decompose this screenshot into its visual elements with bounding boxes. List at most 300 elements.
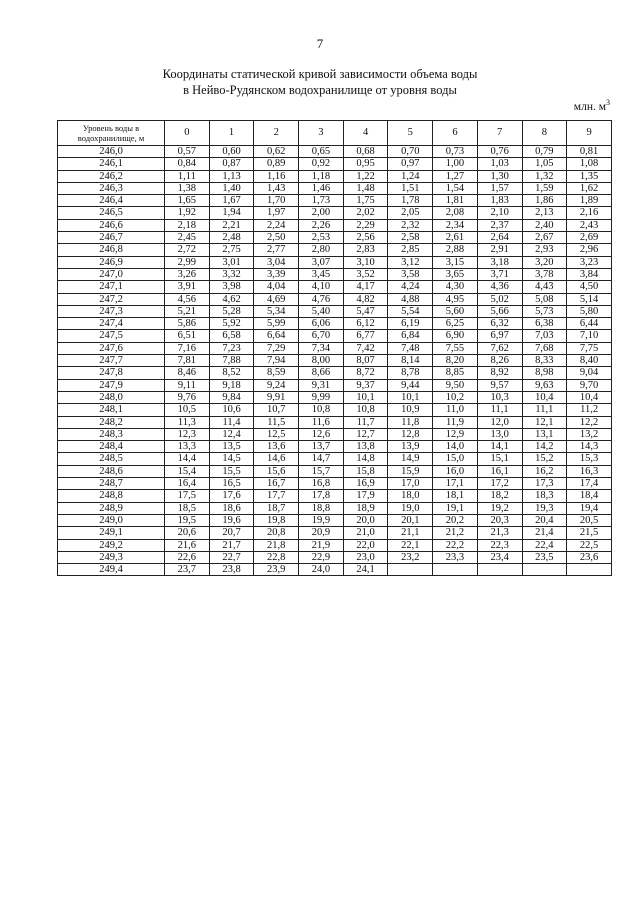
volume-cell: 5,99 (254, 318, 299, 330)
volume-cell: 6,06 (299, 318, 344, 330)
volume-cell: 6,44 (567, 318, 612, 330)
volume-cell (522, 564, 567, 576)
volume-cell: 0,89 (254, 158, 299, 170)
table-row (58, 514, 612, 526)
volume-cell: 1,73 (299, 195, 344, 207)
volume-cell: 8,59 (254, 367, 299, 379)
volume-cell: 4,76 (299, 293, 344, 305)
volume-cell: 10,8 (343, 404, 388, 416)
volume-cell: 9,84 (209, 391, 254, 403)
level-cell: 247,3 (58, 305, 165, 317)
volume-cell: 16,8 (299, 478, 344, 490)
units-text: млн. м (573, 100, 606, 113)
volume-cell: 9,04 (567, 367, 612, 379)
volume-cell: 19,0 (388, 502, 433, 514)
volume-cell: 10,4 (567, 391, 612, 403)
volume-cell: 6,38 (522, 318, 567, 330)
volume-cell: 2,75 (209, 244, 254, 256)
volume-cell: 19,9 (299, 514, 344, 526)
volume-cell: 5,40 (299, 305, 344, 317)
volume-cell: 0,65 (299, 146, 344, 158)
volume-cell: 6,51 (165, 330, 210, 342)
volume-cell: 5,66 (477, 305, 522, 317)
volume-cell: 3,52 (343, 268, 388, 280)
table-row (58, 490, 612, 502)
volume-cell: 8,78 (388, 367, 433, 379)
volume-cell: 21,7 (209, 539, 254, 551)
volume-cell: 17,5 (165, 490, 210, 502)
volume-cell: 1,70 (254, 195, 299, 207)
column-header-0: 0 (165, 121, 210, 146)
level-cell: 248,6 (58, 465, 165, 477)
volume-cell: 19,2 (477, 502, 522, 514)
volume-cell: 0,62 (254, 146, 299, 158)
volume-cell: 15,5 (209, 465, 254, 477)
level-cell: 246,3 (58, 182, 165, 194)
volume-cell: 12,3 (165, 428, 210, 440)
volume-cell: 1,97 (254, 207, 299, 219)
volume-cell: 0,92 (299, 158, 344, 170)
units-exponent: 3 (606, 98, 610, 107)
volume-cell: 13,9 (388, 441, 433, 453)
volume-cell: 22,9 (299, 551, 344, 563)
volume-cell: 2,43 (567, 219, 612, 231)
volume-cell: 0,87 (209, 158, 254, 170)
volume-cell: 0,97 (388, 158, 433, 170)
volume-cell: 4,10 (299, 281, 344, 293)
table-row (58, 391, 612, 403)
volume-cell: 0,84 (165, 158, 210, 170)
table-row (58, 355, 612, 367)
volume-cell: 7,23 (209, 342, 254, 354)
volume-cell: 0,79 (522, 146, 567, 158)
volume-cell: 9,44 (388, 379, 433, 391)
volume-cell: 14,0 (433, 441, 478, 453)
volume-cell: 20,9 (299, 527, 344, 539)
volume-cell: 4,30 (433, 281, 478, 293)
volume-cell: 2,77 (254, 244, 299, 256)
volume-cell: 22,4 (522, 539, 567, 551)
volume-cell: 22,3 (477, 539, 522, 551)
volume-cell: 0,81 (567, 146, 612, 158)
column-header-5: 5 (388, 121, 433, 146)
volume-cell: 12,1 (522, 416, 567, 428)
volume-cell: 0,70 (388, 146, 433, 158)
table-row (58, 281, 612, 293)
volume-cell: 5,80 (567, 305, 612, 317)
volume-cell: 2,69 (567, 232, 612, 244)
volume-cell: 9,18 (209, 379, 254, 391)
volume-cell: 0,60 (209, 146, 254, 158)
volume-cell: 11,1 (522, 404, 567, 416)
volume-cell (433, 564, 478, 576)
volume-cell: 1,78 (388, 195, 433, 207)
volume-cell: 2,72 (165, 244, 210, 256)
volume-cell: 11,6 (299, 416, 344, 428)
table-row (58, 268, 612, 280)
volume-cell: 21,6 (165, 539, 210, 551)
volume-cell: 20,8 (254, 527, 299, 539)
volume-cell: 1,86 (522, 195, 567, 207)
level-cell: 246,8 (58, 244, 165, 256)
title-line-1: Координаты статической кривой зависимости объема воды (162, 67, 478, 81)
volume-cell: 13,8 (343, 441, 388, 453)
table-row (58, 293, 612, 305)
volume-cell: 10,1 (388, 391, 433, 403)
level-cell: 247,6 (58, 342, 165, 354)
volume-cell: 5,02 (477, 293, 522, 305)
level-column-header: Уровень воды в водохранилище, м (58, 121, 165, 146)
volume-cell: 22,2 (433, 539, 478, 551)
volume-cell: 15,8 (343, 465, 388, 477)
volume-cell: 20,0 (343, 514, 388, 526)
level-cell: 248,8 (58, 490, 165, 502)
volume-cell: 2,56 (343, 232, 388, 244)
volume-cell: 19,1 (433, 502, 478, 514)
volume-cell: 12,2 (567, 416, 612, 428)
table-row (58, 564, 612, 576)
volume-cell (477, 564, 522, 576)
volume-cell: 12,6 (299, 428, 344, 440)
volume-cell: 14,2 (522, 441, 567, 453)
volume-cell: 5,54 (388, 305, 433, 317)
volume-cell: 3,01 (209, 256, 254, 268)
volume-cell: 11,7 (343, 416, 388, 428)
volume-cell: 13,6 (254, 441, 299, 453)
volume-cell: 20,4 (522, 514, 567, 526)
level-cell: 246,2 (58, 170, 165, 182)
column-header-7: 7 (477, 121, 522, 146)
volume-cell: 5,47 (343, 305, 388, 317)
volume-cell: 6,64 (254, 330, 299, 342)
table-row (58, 539, 612, 551)
volume-cell: 8,52 (209, 367, 254, 379)
level-cell: 249,0 (58, 514, 165, 526)
volume-cell: 18,8 (299, 502, 344, 514)
level-cell: 248,4 (58, 441, 165, 453)
table-row (58, 478, 612, 490)
volume-cell: 2,99 (165, 256, 210, 268)
volume-cell: 21,4 (522, 527, 567, 539)
volume-cell: 10,1 (343, 391, 388, 403)
volume-cell: 1,75 (343, 195, 388, 207)
volume-cell: 1,94 (209, 207, 254, 219)
volume-cell: 21,2 (433, 527, 478, 539)
volume-cell: 8,33 (522, 355, 567, 367)
volume-cell: 5,21 (165, 305, 210, 317)
volume-cell: 3,04 (254, 256, 299, 268)
volume-cell: 1,24 (388, 170, 433, 182)
volume-cell: 20,7 (209, 527, 254, 539)
volume-cell: 21,1 (388, 527, 433, 539)
volume-cell: 13,0 (477, 428, 522, 440)
volume-cell: 18,3 (522, 490, 567, 502)
volume-cell: 7,42 (343, 342, 388, 354)
level-cell: 247,7 (58, 355, 165, 367)
volume-cell: 1,57 (477, 182, 522, 194)
volume-cell: 1,40 (209, 182, 254, 194)
volume-cell: 10,2 (433, 391, 478, 403)
volume-cell: 14,6 (254, 453, 299, 465)
volume-cell: 17,3 (522, 478, 567, 490)
level-cell: 247,1 (58, 281, 165, 293)
volume-cell: 3,71 (477, 268, 522, 280)
volume-cell: 21,3 (477, 527, 522, 539)
table-row (58, 551, 612, 563)
volume-cell: 10,6 (209, 404, 254, 416)
volume-cell: 9,31 (299, 379, 344, 391)
volume-cell: 10,8 (299, 404, 344, 416)
volume-cell: 2,10 (477, 207, 522, 219)
volume-cell: 14,9 (388, 453, 433, 465)
volume-cell: 15,6 (254, 465, 299, 477)
volume-cell: 16,1 (477, 465, 522, 477)
volume-cell: 20,1 (388, 514, 433, 526)
volume-cell: 9,57 (477, 379, 522, 391)
volume-cell: 2,58 (388, 232, 433, 244)
volume-cell: 8,20 (433, 355, 478, 367)
volume-cell: 3,98 (209, 281, 254, 293)
volume-cell: 5,73 (522, 305, 567, 317)
volume-cell: 8,46 (165, 367, 210, 379)
volume-cell: 3,65 (433, 268, 478, 280)
column-header-4: 4 (343, 121, 388, 146)
volume-cell: 4,04 (254, 281, 299, 293)
volume-cell: 0,76 (477, 146, 522, 158)
volume-cell: 6,90 (433, 330, 478, 342)
volume-cell: 11,2 (567, 404, 612, 416)
volume-cell: 16,0 (433, 465, 478, 477)
volume-cell: 9,50 (433, 379, 478, 391)
volume-cell: 23,0 (343, 551, 388, 563)
volume-cell: 6,70 (299, 330, 344, 342)
level-cell: 246,5 (58, 207, 165, 219)
volume-cell: 23,9 (254, 564, 299, 576)
volume-cell: 6,97 (477, 330, 522, 342)
volume-cell: 7,29 (254, 342, 299, 354)
volume-cell: 2,85 (388, 244, 433, 256)
volume-cell: 10,4 (522, 391, 567, 403)
volume-cell: 19,6 (209, 514, 254, 526)
volume-cell: 2,16 (567, 207, 612, 219)
volume-cell: 11,5 (254, 416, 299, 428)
table-row (58, 244, 612, 256)
volume-cell: 1,35 (567, 170, 612, 182)
volume-cell: 2,96 (567, 244, 612, 256)
volume-cell: 15,3 (567, 453, 612, 465)
volume-cell: 7,55 (433, 342, 478, 354)
level-cell: 249,2 (58, 539, 165, 551)
volume-cell: 8,92 (477, 367, 522, 379)
level-cell: 248,5 (58, 453, 165, 465)
volume-cell: 17,2 (477, 478, 522, 490)
volume-cell: 1,83 (477, 195, 522, 207)
volume-cell: 2,37 (477, 219, 522, 231)
volume-cell: 21,8 (254, 539, 299, 551)
volume-cell: 20,5 (567, 514, 612, 526)
volume-cell: 5,34 (254, 305, 299, 317)
table-row (58, 207, 612, 219)
volume-cell: 2,21 (209, 219, 254, 231)
volume-cell: 1,89 (567, 195, 612, 207)
volume-cell (567, 564, 612, 576)
volume-cell: 2,67 (522, 232, 567, 244)
table-row (58, 195, 612, 207)
volume-cell: 4,69 (254, 293, 299, 305)
volume-cell: 18,9 (343, 502, 388, 514)
volume-cell: 2,13 (522, 207, 567, 219)
volume-cell: 0,73 (433, 146, 478, 158)
volume-cell: 23,2 (388, 551, 433, 563)
level-cell: 246,4 (58, 195, 165, 207)
volume-cell: 15,2 (522, 453, 567, 465)
volume-cell: 3,45 (299, 268, 344, 280)
volume-cell: 19,3 (522, 502, 567, 514)
volume-cell: 1,43 (254, 182, 299, 194)
volume-cell: 2,18 (165, 219, 210, 231)
level-cell: 249,1 (58, 527, 165, 539)
volume-cell: 23,8 (209, 564, 254, 576)
table-row (58, 342, 612, 354)
volume-cell: 14,4 (165, 453, 210, 465)
volume-cell: 1,92 (165, 207, 210, 219)
level-cell: 246,7 (58, 232, 165, 244)
table-row (58, 416, 612, 428)
table-row (58, 441, 612, 453)
volume-cell: 4,62 (209, 293, 254, 305)
volume-cell: 1,59 (522, 182, 567, 194)
volume-cell: 3,15 (433, 256, 478, 268)
volume-cell: 15,9 (388, 465, 433, 477)
volume-cell: 13,3 (165, 441, 210, 453)
volume-cell: 9,70 (567, 379, 612, 391)
volume-cell: 13,7 (299, 441, 344, 453)
volume-cell: 5,08 (522, 293, 567, 305)
volume-cell: 12,8 (388, 428, 433, 440)
page-number: 7 (316, 36, 324, 51)
volume-cell: 1,03 (477, 158, 522, 170)
table-row (58, 232, 612, 244)
volume-cell: 12,7 (343, 428, 388, 440)
volume-cell: 10,3 (477, 391, 522, 403)
column-header-2: 2 (254, 121, 299, 146)
volume-cell: 2,24 (254, 219, 299, 231)
volume-cell: 6,19 (388, 318, 433, 330)
volume-cell: 12,4 (209, 428, 254, 440)
volume-cell: 1,18 (299, 170, 344, 182)
volume-cell: 4,50 (567, 281, 612, 293)
volume-cell: 9,24 (254, 379, 299, 391)
volume-cell: 3,23 (567, 256, 612, 268)
volume-cell: 1,67 (209, 195, 254, 207)
level-cell: 248,9 (58, 502, 165, 514)
volume-cell: 13,1 (522, 428, 567, 440)
volume-cell: 15,1 (477, 453, 522, 465)
volume-cell: 11,1 (477, 404, 522, 416)
volume-cell: 3,18 (477, 256, 522, 268)
level-cell: 247,4 (58, 318, 165, 330)
volume-cell: 4,17 (343, 281, 388, 293)
volume-cell: 14,3 (567, 441, 612, 453)
level-cell: 247,8 (58, 367, 165, 379)
volume-cell: 17,6 (209, 490, 254, 502)
table-header-row (58, 121, 612, 146)
volume-cell: 11,4 (209, 416, 254, 428)
volume-cell: 7,88 (209, 355, 254, 367)
volume-cell: 23,7 (165, 564, 210, 576)
volume-cell: 18,1 (433, 490, 478, 502)
column-header-8: 8 (522, 121, 567, 146)
level-cell: 246,0 (58, 146, 165, 158)
volume-cell: 16,9 (343, 478, 388, 490)
volume-cell: 2,40 (522, 219, 567, 231)
volume-cell: 19,4 (567, 502, 612, 514)
volume-cell: 2,88 (433, 244, 478, 256)
volume-cell: 11,3 (165, 416, 210, 428)
volume-cell: 22,6 (165, 551, 210, 563)
table-row (58, 219, 612, 231)
volume-cell: 21,9 (299, 539, 344, 551)
volume-cell: 2,91 (477, 244, 522, 256)
volume-cell: 1,38 (165, 182, 210, 194)
level-cell: 249,3 (58, 551, 165, 563)
volume-cell: 6,12 (343, 318, 388, 330)
volume-cell: 2,34 (433, 219, 478, 231)
volume-cell: 1,51 (388, 182, 433, 194)
volume-cell: 4,24 (388, 281, 433, 293)
volume-cell: 9,91 (254, 391, 299, 403)
volume-cell: 2,48 (209, 232, 254, 244)
volume-cell: 8,00 (299, 355, 344, 367)
volume-cell: 6,25 (433, 318, 478, 330)
volume-cell: 2,00 (299, 207, 344, 219)
volume-cell: 5,86 (165, 318, 210, 330)
volume-cell: 18,6 (209, 502, 254, 514)
volume-cell: 23,6 (567, 551, 612, 563)
volume-cell: 18,7 (254, 502, 299, 514)
volume-cell: 6,58 (209, 330, 254, 342)
volume-cell: 6,84 (388, 330, 433, 342)
volume-cell: 11,9 (433, 416, 478, 428)
table-row (58, 318, 612, 330)
volume-cell: 10,9 (388, 404, 433, 416)
table-row (58, 502, 612, 514)
volume-cell: 1,05 (522, 158, 567, 170)
volume-cell: 1,27 (433, 170, 478, 182)
level-cell: 246,1 (58, 158, 165, 170)
volume-cell: 8,66 (299, 367, 344, 379)
volume-cell: 5,28 (209, 305, 254, 317)
volume-cell: 5,60 (433, 305, 478, 317)
volume-cell: 14,5 (209, 453, 254, 465)
volume-cell: 2,80 (299, 244, 344, 256)
level-cell: 248,3 (58, 428, 165, 440)
table-row (58, 146, 612, 158)
volume-cell: 0,68 (343, 146, 388, 158)
volume-cell: 19,5 (165, 514, 210, 526)
volume-cell: 18,4 (567, 490, 612, 502)
volume-cell: 24,1 (343, 564, 388, 576)
level-cell: 247,0 (58, 268, 165, 280)
volume-cell: 3,32 (209, 268, 254, 280)
volume-cell: 23,5 (522, 551, 567, 563)
table-body (58, 146, 612, 576)
volume-cell: 20,2 (433, 514, 478, 526)
volume-cell: 12,0 (477, 416, 522, 428)
volume-cell: 3,10 (343, 256, 388, 268)
volume-cell: 3,12 (388, 256, 433, 268)
volume-cell: 7,81 (165, 355, 210, 367)
